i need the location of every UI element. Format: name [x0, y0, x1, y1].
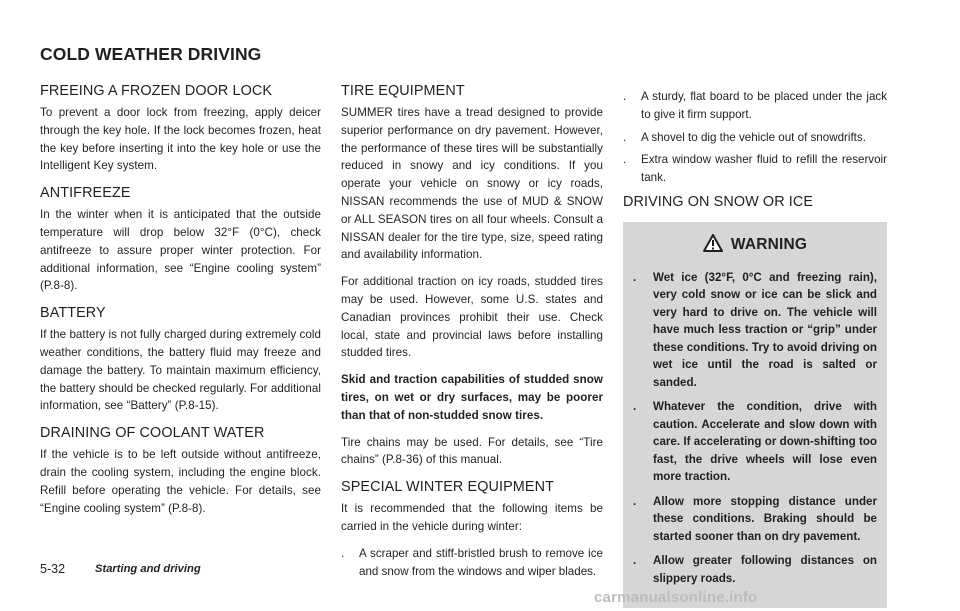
list-item-text: A scraper and stiff-bristled brush to remove ice and snow from the windows and wiper blades. [359, 546, 603, 578]
heading-frozen-door-lock: FREEING A FROZEN DOOR LOCK [40, 83, 273, 99]
list-item [633, 493, 877, 546]
heading-battery: BATTERY [40, 305, 106, 322]
heading-coolant: DRAINING OF COOLANT WATER [40, 425, 265, 442]
heading-special-winter: SPECIAL WINTER EQUIPMENT [341, 479, 554, 496]
list-item [623, 151, 887, 187]
list-item-text: Allow more stopping distance under these conditions. Braking should be started sooner than on dry pavement. [653, 494, 877, 543]
list-item [623, 129, 887, 147]
warning-label: WARNING [730, 236, 808, 254]
bullet-marker: . [623, 90, 627, 103]
page-number: 5-32 [40, 562, 66, 576]
column-2 [341, 82, 603, 586]
list-item-text: Wet ice (32°F, 0°C and freezing rain), very cold snow or ice can be slick and very hard to drive on. The vehicle will have much less traction or “grip” under these conditions. Try to avoid driving on wet ice until the road is salted or sanded. [653, 270, 877, 389]
bullet-marker: . [633, 400, 637, 414]
footer-section-name: Starting and driving [95, 563, 201, 575]
watermark-text: carmanualsonline.info [594, 589, 758, 606]
paragraph-frozen-door-lock: To prevent a door lock from freezing, apply deicer through the key hole. If the lock becomes frozen, heat the key before inserting it into the key hole or use the Intelligent Key system. [40, 106, 321, 173]
bullet-marker: . [623, 130, 627, 144]
column-1 [40, 82, 321, 526]
paragraph-battery: If the battery is not fully charged during extremely cold weather conditions, the battery fluid may freeze and damage the battery. To maintain maximum efficiency, the battery should be checked regularly. For additional information, see “Battery” (P.8-15). [40, 328, 321, 413]
paragraph-special-intro: It is recommended that the following items be carried in the vehicle during winter: [341, 502, 603, 533]
special-items-list-2 [623, 88, 887, 187]
list-item [633, 398, 877, 486]
section-title: COLD WEATHER DRIVING [40, 44, 262, 64]
heading-antifreeze: ANTIFREEZE [40, 185, 131, 202]
list-item-text: A shovel to dig the vehicle out of snowdrifts. [641, 130, 866, 144]
bullet-marker: . [633, 270, 637, 284]
list-item-text: Whatever the condition, drive with caution. Accelerate and slow down with care. If accelerating or down-shifting too fast, the drive wheels will lose even more traction. [653, 400, 877, 484]
special-items-list-1 [341, 545, 603, 581]
heading-snow-ice: DRIVING ON SNOW OR ICE [623, 193, 814, 210]
paragraph-antifreeze: In the winter when it is anticipated that the outside temperature will drop below 32°F (0°C), check antifreeze to assure proper winter protection. For additional information, see “Engine cooling system” (P.8-8). [40, 208, 321, 293]
column-3 [623, 88, 887, 608]
warning-list [633, 269, 877, 588]
list-item [633, 552, 877, 587]
warning-triangle-icon [703, 234, 723, 257]
paragraph-tire-2: For additional traction on icy roads, studded tires may be used. However, some U.S. states and Canadian provinces prohibit their use. Check local, state and provincial laws before installing studded tires. [341, 275, 603, 360]
bullet-marker: . [623, 153, 627, 167]
warning-header [633, 234, 877, 257]
list-item [341, 545, 603, 581]
list-item-text: Extra window washer fluid to refill the reservoir tank. [641, 153, 887, 185]
list-item-text: Allow greater following distances on slippery roads. [653, 554, 877, 585]
paragraph-coolant: If the vehicle is to be left outside without antifreeze, drain the cooling system, including the engine block. Refill before operating the vehicle. For details, see “Engine cooling system” (P.8-8). [40, 448, 321, 515]
bullet-marker: . [341, 546, 345, 560]
list-item-text: A sturdy, flat board to be placed under the jack to give it firm support. [641, 90, 887, 121]
bullet-marker: . [633, 494, 637, 508]
warning-box [623, 222, 887, 609]
paragraph-tire-3: Skid and traction capabilities of studded snow tires, on wet or dry surfaces, may be poorer than that of non-studded snow tires. [341, 373, 603, 422]
bullet-marker: . [633, 554, 637, 568]
list-item [623, 88, 887, 124]
heading-tire-equipment: TIRE EQUIPMENT [341, 83, 465, 99]
list-item [633, 269, 877, 392]
paragraph-tire-4: Tire chains may be used. For details, see “Tire chains” (P.8-36) of this manual. [341, 435, 603, 467]
paragraph-tire-1: SUMMER tires have a tread designed to provide superior performance on dry pavement. However, the performance of these tires will be substantially reduced in snowy and icy conditions. If you operate your vehicle on snowy or icy roads, NISSAN recommends the use of MUD & SNOW or ALL SEASON tires on all four wheels. Consult a NISSAN dealer for the tire type, size, speed rating and availability information. [341, 106, 603, 262]
